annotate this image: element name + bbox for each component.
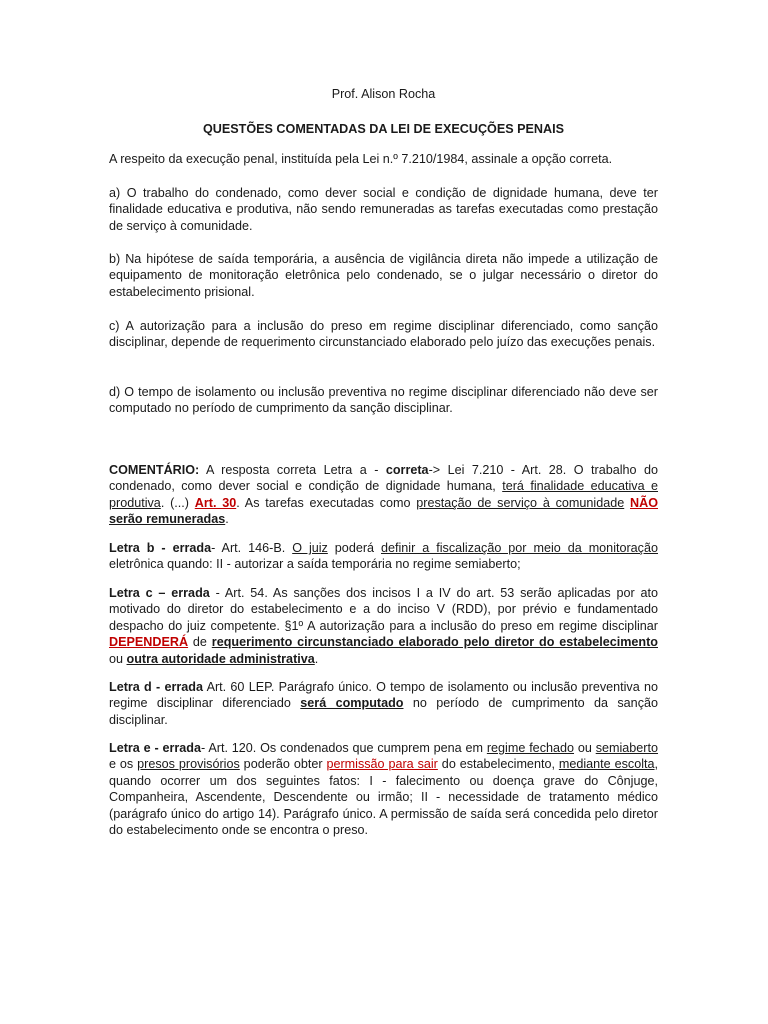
comment-label: COMENTÁRIO: (109, 463, 200, 477)
option-c: c) A autorização para a inclusão do preso em regime disciplinar diferenciado, como sanção disciplinar, depende de requerimento circunstanciado elaborado pelo juízo das execuções penais. (109, 319, 658, 350)
option-a: a) O trabalho do condenado, como dever social e condição de dignidade humana, deve ter finalidade educativa e produtiva, não sendo remuneradas as tarefas executadas como prestação de serviço à comunidade. (109, 186, 658, 233)
highlight-text: regime fechado (486, 741, 575, 755)
comment-text: A resposta correta Letra a - (199, 463, 386, 477)
comment-text: - Art. 146-B. (211, 541, 293, 555)
highlight-text: O juiz (292, 541, 328, 555)
highlight-text: presos provisórios (137, 757, 240, 772)
highlight-text: outra autoridade administrativa (126, 651, 315, 666)
highlight-text: serão remuneradas (109, 512, 226, 527)
comment-letra-c (109, 585, 658, 667)
correct-label: correta (385, 463, 429, 477)
comment-text: e os (109, 757, 138, 772)
letter-label: Letra b - errada (109, 541, 212, 555)
comment-text: , quando ocorrer um dos seguintes fatos: I - falecimento ou doença grave do Cônjuge, Companheira, Ascendente, Descendente ou irmão; II - necessidade de tratamento médico (parágrafo único do artigo 14). Parágrafo único. A permissão de saída será concedida pelo diretor do estabelecimento onde se encontra o preso. (109, 757, 659, 838)
comment-text: poderá (327, 541, 381, 555)
option-b: b) Na hipótese de saída temporária, a ausência de vigilância direta não impede a utilização de equipamento de monitoração eletrônica pelo condenado, se o julgar necessário o diretor do estabelecimento prisional. (109, 252, 658, 299)
question-prompt: A respeito da execução penal, instituída pela Lei n.º 7.210/1984, assinale a opção correta. (109, 152, 613, 166)
comment-text: do estabelecimento, (437, 757, 559, 772)
comment-text: . (...) (160, 495, 195, 510)
comment-text: no período de cumprimento da sanção disciplinar. (109, 696, 658, 727)
comment-text: de (188, 635, 212, 650)
emphasis-text: permissão para sair (326, 757, 438, 772)
highlight-text: prestação de serviço à comunidade (416, 495, 625, 510)
letter-label: Letra e - errada (109, 741, 202, 755)
letter-label: Letra d - errada (109, 680, 203, 694)
comment-letra-d (109, 679, 658, 728)
comment-text: poderão obter (239, 757, 327, 772)
comment-text: - Art. 120. Os condenados que cumprem pena em (201, 741, 487, 755)
comment-text: . (225, 512, 229, 527)
highlight-text: mediante escolta (558, 757, 655, 772)
comment-text: -> Lei 7.210 - Art. 28. O trabalho do condenado, como dever social e condição de dignidade humana, (109, 463, 658, 494)
comment-text: - Art. 54. As sanções dos incisos I a IV do art. 53 serão aplicadas por ato motivado do diretor do estabelecimento e a do inciso V (RDD), por prévio e fundamentado despacho do juiz competente. §1º A autorização para a inclusão do preso em regime disciplinar (109, 586, 658, 633)
comment-text: ou (574, 741, 596, 755)
emphasis-text: NÃO (630, 495, 658, 510)
comment-text: . As tarefas executadas como (236, 495, 417, 510)
comment-letra-e (109, 740, 658, 838)
comment-text: ou (109, 651, 127, 666)
highlight-text: definir a fiscalização por meio da monitoração (381, 541, 658, 555)
highlight-text: semiaberto (595, 741, 659, 755)
comment-text: . (314, 651, 319, 666)
comment-letra-b (109, 540, 658, 573)
author-name: Prof. Alison Rocha (331, 87, 436, 101)
highlight-text: terá finalidade educativa e produtiva (109, 479, 659, 510)
comment-text: eletrônica quando: II - autorizar a saída temporária no regime semiaberto; (109, 557, 521, 572)
highlight-text: requerimento circunstanciado elaborado pelo diretor do estabelecimento (211, 635, 658, 650)
option-d: d) O tempo de isolamento ou inclusão preventiva no regime disciplinar diferenciado não deve ser computado no período de cumprimento da sanção disciplinar. (109, 385, 658, 416)
comment-main (109, 462, 658, 528)
document-title: QUESTÕES COMENTADAS DA LEI DE EXECUÇÕES PENAIS (202, 122, 565, 136)
article-ref: Art. 30 (194, 495, 237, 510)
comment-text: Art. 60 LEP. Parágrafo único. O tempo de isolamento ou inclusão preventiva no regime disciplinar diferenciado (109, 680, 658, 711)
emphasis-text: DEPENDERÁ (109, 635, 189, 650)
letter-label: Letra c – errada (109, 586, 210, 600)
highlight-text: será computado (300, 696, 404, 711)
